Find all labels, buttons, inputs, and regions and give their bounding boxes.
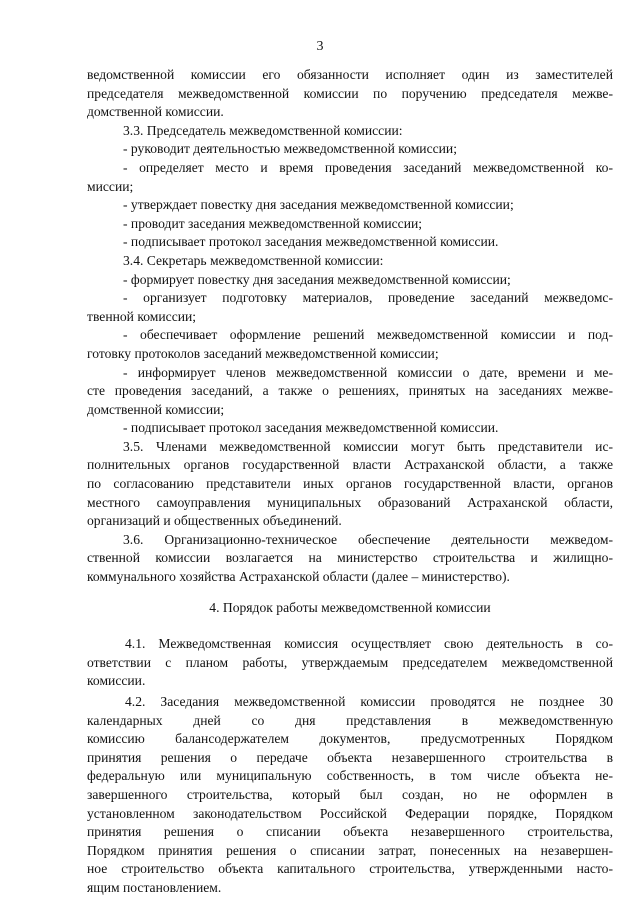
text-line: 3.6. Организационно-техническое обеспечение деятельности межведом-: [123, 531, 613, 547]
text-line: - подписывает протокол заседания межведомственной комиссии.: [123, 420, 499, 436]
text-line: местного самоуправления муниципальных образований Астраханской области,: [87, 494, 613, 510]
text-line: ное строительство объекта капитального строительства, утвержденными насто-: [87, 861, 613, 877]
text-line: 4.2. Заседания межведомственной комиссии проводятся не позднее 30: [125, 694, 613, 709]
text-line: готовку протоколов заседаний межведомственной комиссии;: [87, 345, 439, 361]
text-line: ящим постановлением.: [87, 879, 222, 895]
text-line: - информирует членов межведомственной комиссии о дате, времени и ме-: [123, 364, 613, 380]
text-line: по согласованию представители иных органов государственной власти, органов: [87, 476, 613, 492]
paragraph-4-1: [87, 635, 613, 691]
text-line: календарных дней со дня представления в межведомственную: [87, 712, 613, 728]
text-line: 4.1. Межведомственная комиссия осуществляет свою деятельность в со-: [125, 636, 613, 652]
text-line: 3.3. Председатель межведомственной комиссии:: [123, 122, 403, 138]
text-line: комиссию балансодержателем документов, предусмотренных Порядком: [87, 731, 613, 747]
text-line: 3.5. Членами межведомственной комиссии могут быть представители ис-: [123, 438, 613, 454]
text-line: 3.4. Секретарь межведомственной комиссии:: [123, 252, 384, 268]
text-line: федеральную или муниципальную собственность, в том числе объекта не-: [87, 768, 613, 784]
text-line: Порядком принятия решения о списании затрат, понесенных на незавершен-: [87, 842, 613, 858]
text-line: миссии;: [87, 178, 134, 194]
text-line: завершенного строительства, который был создан, но не оформлен в: [87, 786, 613, 802]
page-number: 3: [316, 39, 324, 54]
text-line: коммунального хозяйства Астраханской области (далее – министерство).: [87, 569, 510, 585]
text-line: комиссии.: [87, 673, 146, 689]
text-line: - организует подготовку материалов, проведение заседаний межведомс-: [123, 290, 613, 306]
text-line: домственной комиссии.: [87, 104, 224, 120]
text-line: принятия решения о передаче объекта незавершенного строительства в: [87, 749, 613, 765]
text-line: сте проведения заседаний, а также о решениях, принятых на заседаниях межве-: [87, 383, 613, 399]
text-line: принятия решения о списании объекта незавершенного строительства,: [87, 824, 613, 840]
text-line: организаций и общественных объединений.: [87, 513, 342, 529]
text-line: председателя межведомственной комиссии по поручению председателя межве-: [87, 85, 613, 101]
section-3-text: [87, 66, 613, 587]
section-4-heading: 4. Порядок работы межведомственной комиссии: [209, 599, 491, 615]
text-line: - проводит заседания межведомственной комиссии;: [123, 215, 423, 231]
document-body: [87, 66, 613, 898]
text-line: полнительных органов государственной власти Астраханской области, а также: [87, 457, 613, 473]
text-line: - определяет место и время проведения заседаний межведомственной ко-: [123, 159, 613, 175]
text-line: - подписывает протокол заседания межведомственной комиссии.: [123, 234, 499, 250]
text-line: - обеспечивает оформление решений межведомственной комиссии и под-: [123, 327, 613, 343]
paragraph-4-2: [87, 693, 613, 898]
text-line: ведомственной комиссии его обязанности исполняет один из заместителей: [87, 67, 613, 82]
text-line: ственной комиссии возлагается на министерство строительства и жилищно-: [87, 550, 613, 566]
text-line: установленном законодательством Российской Федерации порядке, Порядком: [87, 805, 613, 821]
text-line: домственной комиссии;: [87, 401, 225, 417]
text-line: - руководит деятельностью межведомственной комиссии;: [123, 141, 457, 157]
text-line: твенной комиссии;: [87, 308, 197, 324]
text-line: ответствии с планом работы, утверждаемым председателем межведомственной: [87, 654, 613, 670]
text-line: - утверждает повестку дня заседания межведомственной комиссии;: [123, 197, 514, 213]
text-line: - формирует повестку дня заседания межведомственной комиссии;: [123, 271, 511, 287]
